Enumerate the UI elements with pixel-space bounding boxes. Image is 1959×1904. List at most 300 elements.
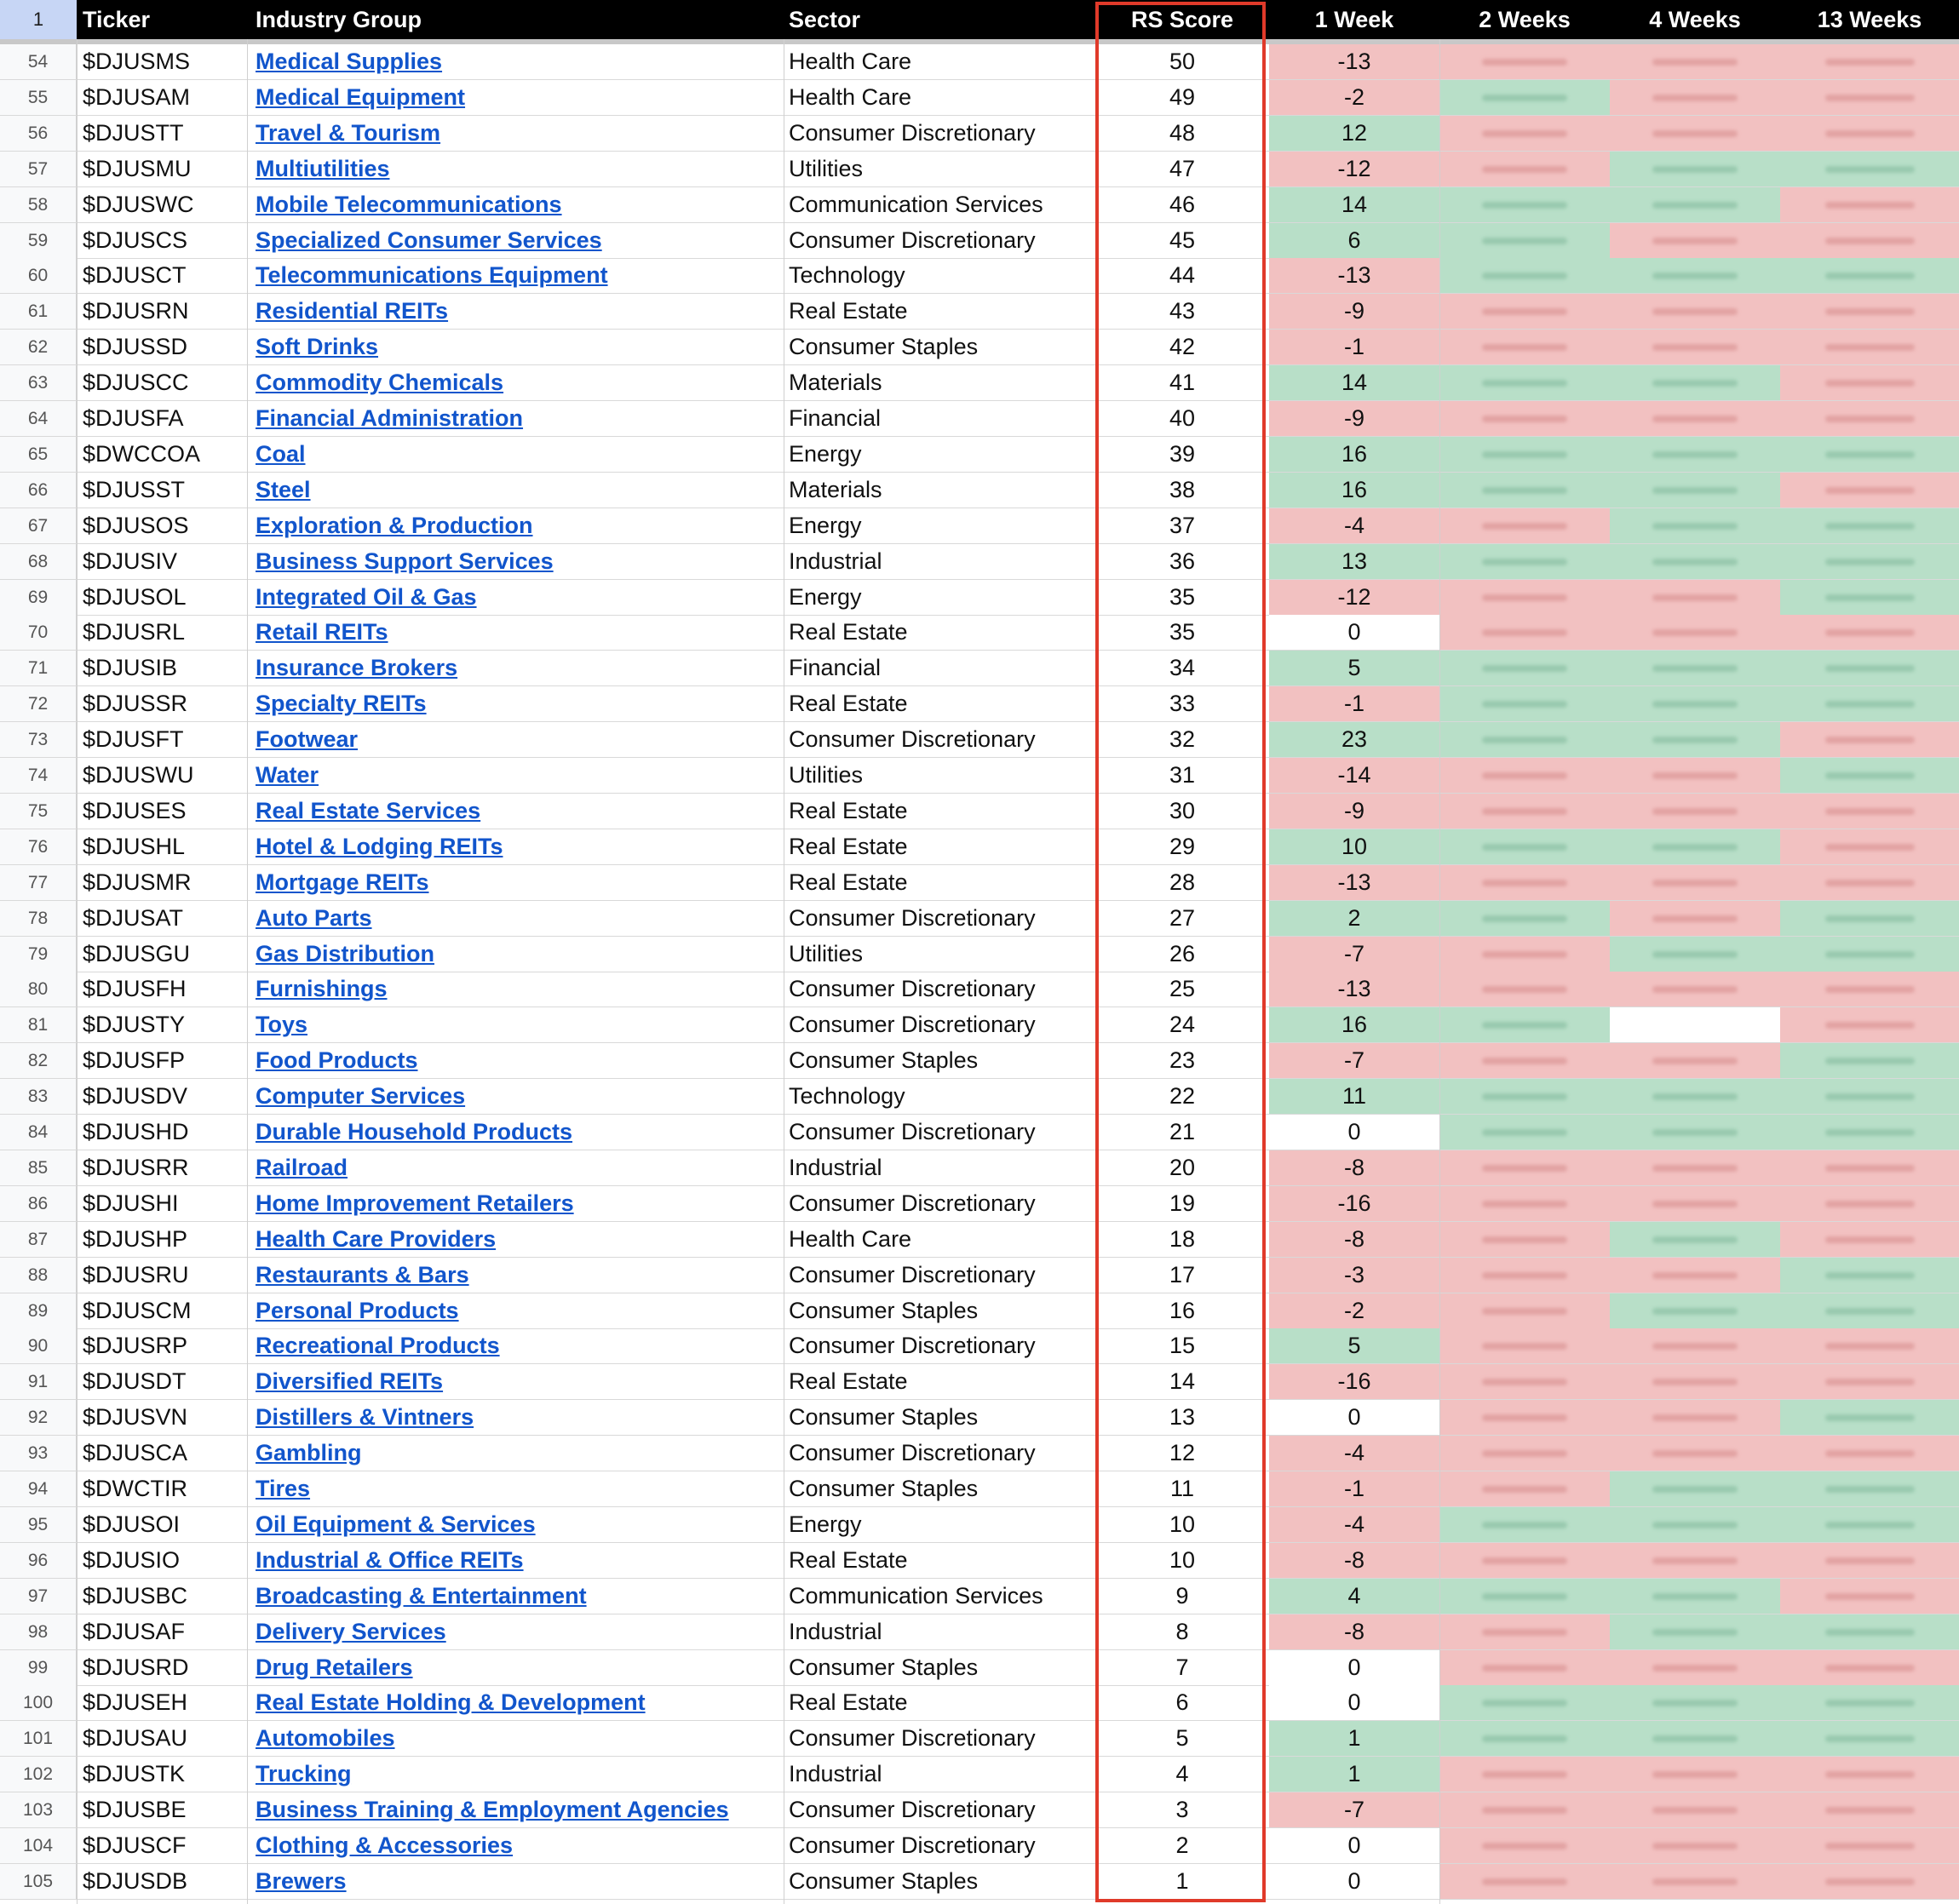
week1-change-cell[interactable]: -7: [1269, 1043, 1439, 1078]
week2-change-cell[interactable]: [1439, 794, 1610, 829]
table-row[interactable]: [0, 1186, 1959, 1222]
ticker-cell[interactable]: $DJUSMU: [83, 155, 192, 181]
rs-score-cell[interactable]: 37: [1169, 512, 1196, 538]
week13-change-cell[interactable]: [1780, 437, 1959, 472]
week2-change-cell[interactable]: [1439, 330, 1610, 364]
week4-change-cell[interactable]: [1610, 294, 1780, 329]
row-number[interactable]: 98: [0, 1614, 77, 1649]
rs-score-cell[interactable]: 12: [1169, 1440, 1196, 1466]
industry-group-cell[interactable]: [256, 116, 775, 151]
rs-score-cell[interactable]: 44: [1169, 262, 1196, 289]
row-number[interactable]: 74: [0, 758, 77, 793]
week4-change-cell[interactable]: [1610, 258, 1780, 293]
sector-cell[interactable]: Utilities: [789, 155, 864, 181]
week1-change-cell[interactable]: 23: [1269, 722, 1439, 757]
week1-change-cell[interactable]: 5: [1269, 1328, 1439, 1363]
week4-change-cell[interactable]: [1610, 365, 1780, 400]
ticker-cell[interactable]: $DJUSTT: [83, 119, 184, 146]
row-number[interactable]: 83: [0, 1079, 77, 1114]
industry-group-link[interactable]: Business Support Services: [256, 548, 554, 574]
week1-change-cell[interactable]: 0: [1269, 1400, 1439, 1435]
industry-group-link[interactable]: Mortgage REITs: [256, 869, 429, 895]
sector-cell[interactable]: Energy: [789, 440, 862, 467]
week1-change-cell[interactable]: -3: [1269, 1258, 1439, 1293]
ticker-cell[interactable]: $DJUSHP: [83, 1225, 188, 1252]
industry-group-link[interactable]: Specialized Consumer Services: [256, 227, 602, 253]
row-number[interactable]: 82: [0, 1043, 77, 1078]
industry-group-cell[interactable]: [256, 1007, 775, 1042]
sector-cell[interactable]: Consumer Staples: [789, 1476, 979, 1501]
industry-group-link[interactable]: Personal Products: [256, 1297, 459, 1323]
rs-score-cell[interactable]: 20: [1169, 1154, 1196, 1180]
week1-change-cell[interactable]: -13: [1269, 972, 1439, 1006]
table-row[interactable]: [0, 1007, 1959, 1043]
sector-cell[interactable]: Industrial: [789, 548, 882, 574]
sector-cell[interactable]: Utilities: [789, 762, 864, 788]
industry-group-cell[interactable]: [256, 223, 775, 258]
sector-cell[interactable]: Communication Services: [789, 191, 1043, 217]
ticker-cell[interactable]: $DJUSHI: [83, 1190, 179, 1216]
table-row[interactable]: [0, 1364, 1959, 1400]
table-row[interactable]: [0, 437, 1959, 473]
week2-change-cell[interactable]: [1439, 937, 1610, 972]
industry-group-cell[interactable]: [256, 1328, 775, 1363]
industry-group-link[interactable]: Diversified REITs: [256, 1368, 444, 1395]
rs-score-cell[interactable]: 32: [1169, 726, 1196, 753]
week4-change-cell[interactable]: [1610, 829, 1780, 864]
row-number[interactable]: 62: [0, 330, 77, 364]
row-number[interactable]: 102: [0, 1757, 77, 1792]
table-row[interactable]: [0, 1828, 1959, 1864]
industry-group-cell[interactable]: [256, 294, 775, 329]
week4-change-cell[interactable]: [1610, 1828, 1780, 1863]
ticker-cell[interactable]: $DJUSRD: [83, 1654, 189, 1680]
week1-change-cell[interactable]: 11: [1269, 1079, 1439, 1114]
row-number[interactable]: 100: [0, 1685, 77, 1720]
week4-change-cell[interactable]: [1610, 1258, 1780, 1293]
week13-change-cell[interactable]: [1780, 580, 1959, 615]
ticker-cell[interactable]: $DJUSAT: [83, 904, 184, 931]
table-row[interactable]: [0, 401, 1959, 437]
week1-change-cell[interactable]: 13: [1269, 544, 1439, 579]
industry-group-link[interactable]: Integrated Oil & Gas: [256, 583, 477, 610]
ticker-cell[interactable]: $DJUSWU: [83, 762, 194, 788]
industry-group-cell[interactable]: [256, 1436, 775, 1471]
table-row[interactable]: [0, 473, 1959, 508]
week13-change-cell[interactable]: [1780, 1222, 1959, 1257]
week2-change-cell[interactable]: [1439, 401, 1610, 436]
industry-group-cell[interactable]: [256, 651, 775, 685]
week2-change-cell[interactable]: [1439, 615, 1610, 650]
week2-change-cell[interactable]: [1439, 1079, 1610, 1114]
week13-change-cell[interactable]: [1780, 1007, 1959, 1042]
week2-change-cell[interactable]: [1439, 1293, 1610, 1328]
industry-group-link[interactable]: Commodity Chemicals: [256, 370, 504, 396]
row-number[interactable]: 103: [0, 1792, 77, 1827]
rs-score-cell[interactable]: 38: [1169, 476, 1196, 502]
table-row[interactable]: [0, 508, 1959, 544]
week1-change-cell[interactable]: 0: [1269, 615, 1439, 650]
week13-change-cell[interactable]: [1780, 901, 1959, 936]
industry-group-cell[interactable]: [256, 152, 775, 186]
row-number[interactable]: 104: [0, 1828, 77, 1863]
rs-score-cell[interactable]: 14: [1169, 1368, 1196, 1395]
week13-change-cell[interactable]: [1780, 1828, 1959, 1863]
week13-change-cell[interactable]: [1780, 937, 1959, 972]
industry-group-cell[interactable]: [256, 615, 775, 650]
rs-score-cell[interactable]: 42: [1169, 334, 1196, 360]
industry-group-cell[interactable]: [256, 1186, 775, 1221]
row-number[interactable]: 76: [0, 829, 77, 864]
week13-change-cell[interactable]: [1780, 1685, 1959, 1720]
week4-change-cell[interactable]: [1610, 794, 1780, 829]
week2-change-cell[interactable]: [1439, 1400, 1610, 1435]
industry-group-cell[interactable]: [256, 258, 775, 293]
week1-change-cell[interactable]: 14: [1269, 365, 1439, 400]
week4-change-cell[interactable]: [1610, 1186, 1780, 1221]
week1-change-cell[interactable]: -8: [1269, 1543, 1439, 1578]
week4-change-cell[interactable]: [1610, 580, 1780, 615]
row-number[interactable]: 89: [0, 1293, 77, 1328]
table-row[interactable]: [0, 1150, 1959, 1186]
rs-score-cell[interactable]: 24: [1169, 1012, 1196, 1038]
rs-score-cell[interactable]: 27: [1169, 904, 1196, 931]
row-number[interactable]: 75: [0, 794, 77, 829]
industry-group-link[interactable]: Brewers: [256, 1867, 347, 1894]
week4-change-cell[interactable]: [1610, 1079, 1780, 1114]
industry-group-link[interactable]: Trucking: [256, 1761, 352, 1787]
week4-change-cell[interactable]: [1610, 1007, 1780, 1042]
row-number[interactable]: 64: [0, 401, 77, 436]
table-row[interactable]: [0, 1222, 1959, 1258]
header-rs-score[interactable]: RS Score: [1130, 7, 1234, 32]
header-ticker[interactable]: Ticker: [83, 7, 151, 32]
rs-score-cell[interactable]: 34: [1169, 655, 1196, 681]
row-number[interactable]: 71: [0, 651, 77, 685]
week13-change-cell[interactable]: [1780, 1614, 1959, 1649]
table-row[interactable]: [0, 758, 1959, 794]
week2-change-cell[interactable]: [1439, 1364, 1610, 1399]
sector-cell[interactable]: Consumer Discretionary: [789, 904, 1036, 931]
industry-group-cell[interactable]: [256, 365, 775, 400]
week4-change-cell[interactable]: [1610, 972, 1780, 1006]
week13-change-cell[interactable]: [1780, 1757, 1959, 1792]
week2-change-cell[interactable]: [1439, 1436, 1610, 1471]
week13-change-cell[interactable]: [1780, 794, 1959, 829]
industry-group-link[interactable]: Recreational Products: [256, 1333, 500, 1359]
week13-change-cell[interactable]: [1780, 1364, 1959, 1399]
industry-group-link[interactable]: Medical Supplies: [256, 49, 443, 74]
week4-change-cell[interactable]: [1610, 865, 1780, 900]
industry-group-cell[interactable]: [256, 1043, 775, 1078]
industry-group-cell[interactable]: [256, 1864, 775, 1899]
ticker-cell[interactable]: $DWCTIR: [83, 1476, 187, 1501]
industry-group-cell[interactable]: [256, 1757, 775, 1792]
week13-change-cell[interactable]: [1780, 1543, 1959, 1578]
sector-cell[interactable]: Health Care: [789, 83, 912, 110]
week4-change-cell[interactable]: [1610, 1579, 1780, 1614]
sector-cell[interactable]: Consumer Staples: [789, 1404, 979, 1431]
week2-change-cell[interactable]: [1439, 686, 1610, 721]
week2-change-cell[interactable]: [1439, 258, 1610, 293]
industry-group-cell[interactable]: [256, 1364, 775, 1399]
rs-score-cell[interactable]: 3: [1175, 1797, 1189, 1823]
industry-group-cell[interactable]: [256, 901, 775, 936]
ticker-cell[interactable]: $DJUSFT: [83, 726, 184, 753]
week2-change-cell[interactable]: [1439, 865, 1610, 900]
sector-cell[interactable]: Consumer Discretionary: [789, 976, 1036, 1002]
week4-change-cell[interactable]: [1610, 152, 1780, 186]
week2-change-cell[interactable]: [1439, 473, 1610, 508]
week13-change-cell[interactable]: [1780, 152, 1959, 186]
week4-change-cell[interactable]: [1610, 901, 1780, 936]
week4-change-cell[interactable]: [1610, 1150, 1780, 1185]
ticker-cell[interactable]: $DJUSEH: [83, 1689, 188, 1716]
industry-group-cell[interactable]: [256, 437, 775, 472]
ticker-cell[interactable]: $DJUSIV: [83, 548, 178, 574]
week1-change-cell[interactable]: -13: [1269, 44, 1439, 79]
week1-change-cell[interactable]: -8: [1269, 1222, 1439, 1257]
ticker-cell[interactable]: $DJUSCT: [83, 262, 187, 289]
sector-cell[interactable]: Real Estate: [789, 1689, 908, 1716]
sector-cell[interactable]: Consumer Discretionary: [789, 119, 1036, 146]
week2-change-cell[interactable]: [1439, 1614, 1610, 1649]
week1-change-cell[interactable]: 12: [1269, 116, 1439, 151]
rs-score-cell[interactable]: 18: [1169, 1225, 1196, 1252]
rs-score-cell[interactable]: 31: [1169, 762, 1196, 788]
week2-change-cell[interactable]: [1439, 580, 1610, 615]
week13-change-cell[interactable]: [1780, 544, 1959, 579]
header-4-weeks[interactable]: 4 Weeks: [1649, 7, 1741, 32]
sector-cell[interactable]: Real Estate: [789, 619, 908, 645]
ticker-cell[interactable]: $DJUSRR: [83, 1154, 189, 1180]
week4-change-cell[interactable]: [1610, 722, 1780, 757]
ticker-cell[interactable]: $DJUSCA: [83, 1440, 188, 1466]
week4-change-cell[interactable]: [1610, 651, 1780, 685]
week13-change-cell[interactable]: [1780, 1400, 1959, 1435]
week13-change-cell[interactable]: [1780, 365, 1959, 400]
industry-group-cell[interactable]: [256, 1792, 775, 1827]
week4-change-cell[interactable]: [1610, 937, 1780, 972]
ticker-cell[interactable]: $DJUSBE: [83, 1797, 187, 1823]
rs-score-cell[interactable]: 9: [1175, 1582, 1189, 1609]
week1-change-cell[interactable]: -9: [1269, 401, 1439, 436]
industry-group-cell[interactable]: [256, 722, 775, 757]
industry-group-link[interactable]: Oil Equipment & Services: [256, 1511, 536, 1537]
table-row[interactable]: [0, 651, 1959, 686]
rs-score-cell[interactable]: 29: [1169, 833, 1196, 859]
rs-score-cell[interactable]: 48: [1169, 119, 1196, 146]
industry-group-link[interactable]: Industrial & Office REITs: [256, 1546, 524, 1573]
week1-change-cell[interactable]: -7: [1269, 1792, 1439, 1827]
industry-group-link[interactable]: Specialty REITs: [256, 691, 427, 717]
row-number[interactable]: 101: [0, 1721, 77, 1756]
week2-change-cell[interactable]: [1439, 829, 1610, 864]
ticker-cell[interactable]: $DJUSRL: [83, 619, 186, 645]
row-number[interactable]: 77: [0, 865, 77, 900]
week1-change-cell[interactable]: -14: [1269, 758, 1439, 793]
industry-group-link[interactable]: Insurance Brokers: [256, 655, 458, 681]
week2-change-cell[interactable]: [1439, 1757, 1610, 1792]
week2-change-cell[interactable]: [1439, 1186, 1610, 1221]
rs-score-cell[interactable]: 46: [1169, 191, 1196, 217]
industry-group-link[interactable]: Gambling: [256, 1440, 362, 1466]
week2-change-cell[interactable]: [1439, 116, 1610, 151]
header-industry-group[interactable]: Industry Group: [256, 7, 422, 32]
industry-group-link[interactable]: Gas Distribution: [256, 940, 435, 966]
rs-score-cell[interactable]: 13: [1169, 1404, 1196, 1431]
industry-group-link[interactable]: Broadcasting & Entertainment: [256, 1582, 587, 1609]
week2-change-cell[interactable]: [1439, 651, 1610, 685]
sector-cell[interactable]: Industrial: [789, 1618, 882, 1644]
week2-change-cell[interactable]: [1439, 1115, 1610, 1150]
industry-group-link[interactable]: Home Improvement Retailers: [256, 1190, 574, 1216]
ticker-cell[interactable]: $DJUSFA: [83, 405, 184, 431]
week1-change-cell[interactable]: -8: [1269, 1614, 1439, 1649]
week2-change-cell[interactable]: [1439, 1721, 1610, 1756]
ticker-cell[interactable]: $DJUSHL: [83, 833, 186, 859]
sector-cell[interactable]: Financial: [789, 655, 882, 681]
week13-change-cell[interactable]: [1780, 1150, 1959, 1185]
industry-group-link[interactable]: Steel: [256, 476, 311, 502]
sector-cell[interactable]: Financial: [789, 405, 882, 431]
row-number[interactable]: 96: [0, 1543, 77, 1578]
ticker-cell[interactable]: $DJUSRU: [83, 1261, 189, 1287]
sector-cell[interactable]: Consumer Discretionary: [789, 1119, 1036, 1144]
sector-cell[interactable]: Consumer Discretionary: [789, 227, 1036, 253]
industry-group-cell[interactable]: [256, 44, 775, 79]
week4-change-cell[interactable]: [1610, 544, 1780, 579]
table-row[interactable]: [0, 829, 1959, 865]
table-row[interactable]: [0, 1579, 1959, 1614]
week2-change-cell[interactable]: [1439, 1507, 1610, 1542]
rs-score-cell[interactable]: 26: [1169, 940, 1196, 966]
week13-change-cell[interactable]: [1780, 294, 1959, 329]
week1-change-cell[interactable]: -4: [1269, 1507, 1439, 1542]
row-number[interactable]: 85: [0, 1150, 77, 1185]
industry-group-cell[interactable]: [256, 794, 775, 829]
industry-group-cell[interactable]: [256, 1471, 775, 1506]
week1-change-cell[interactable]: -8: [1269, 1150, 1439, 1185]
table-row[interactable]: [0, 1792, 1959, 1828]
rs-score-cell[interactable]: 35: [1169, 619, 1196, 645]
row-number[interactable]: 88: [0, 1258, 77, 1293]
ticker-cell[interactable]: $DJUSCC: [83, 370, 189, 396]
week13-change-cell[interactable]: [1780, 758, 1959, 793]
table-row[interactable]: [0, 1864, 1959, 1900]
rs-score-cell[interactable]: 40: [1169, 405, 1196, 431]
industry-group-cell[interactable]: [256, 544, 775, 579]
industry-group-link[interactable]: Drug Retailers: [256, 1654, 413, 1680]
week4-change-cell[interactable]: [1610, 1864, 1780, 1899]
week4-change-cell[interactable]: [1610, 1222, 1780, 1257]
ticker-cell[interactable]: $DJUSDT: [83, 1368, 187, 1395]
table-row[interactable]: [0, 1650, 1959, 1686]
week1-change-cell[interactable]: -12: [1269, 580, 1439, 615]
week4-change-cell[interactable]: [1610, 1614, 1780, 1649]
week13-change-cell[interactable]: [1780, 1721, 1959, 1756]
rs-score-cell[interactable]: 21: [1169, 1119, 1196, 1144]
week13-change-cell[interactable]: [1780, 187, 1959, 222]
industry-group-link[interactable]: Food Products: [256, 1047, 418, 1074]
table-row[interactable]: [0, 1293, 1959, 1329]
week1-change-cell[interactable]: -16: [1269, 1364, 1439, 1399]
header-sector[interactable]: Sector: [789, 7, 861, 32]
week13-change-cell[interactable]: [1780, 972, 1959, 1006]
week13-change-cell[interactable]: [1780, 116, 1959, 151]
week1-change-cell[interactable]: -2: [1269, 1293, 1439, 1328]
week4-change-cell[interactable]: [1610, 116, 1780, 151]
ticker-cell[interactable]: $DJUSDV: [83, 1083, 188, 1110]
row-number[interactable]: 68: [0, 544, 77, 579]
sector-cell[interactable]: Energy: [789, 512, 862, 538]
week13-change-cell[interactable]: [1780, 829, 1959, 864]
sector-cell[interactable]: Health Care: [789, 1225, 912, 1252]
week4-change-cell[interactable]: [1610, 1543, 1780, 1578]
week4-change-cell[interactable]: [1610, 1757, 1780, 1792]
industry-group-cell[interactable]: [256, 1222, 775, 1257]
rs-score-cell[interactable]: 1: [1175, 1867, 1189, 1894]
ticker-cell[interactable]: $DJUSCF: [83, 1832, 187, 1858]
week1-change-cell[interactable]: 1: [1269, 1721, 1439, 1756]
industry-group-link[interactable]: Financial Administration: [256, 405, 524, 431]
header-2-weeks[interactable]: 2 Weeks: [1479, 7, 1571, 32]
week2-change-cell[interactable]: [1439, 1828, 1610, 1863]
row-number[interactable]: 66: [0, 473, 77, 508]
row-number[interactable]: 99: [0, 1650, 77, 1685]
ticker-cell[interactable]: $DJUSRP: [83, 1333, 188, 1359]
ticker-cell[interactable]: $DWCCOA: [83, 440, 201, 467]
week1-change-cell[interactable]: -12: [1269, 152, 1439, 186]
sector-cell[interactable]: Materials: [789, 476, 882, 502]
row-number[interactable]: 95: [0, 1507, 77, 1542]
week2-change-cell[interactable]: [1439, 1864, 1610, 1899]
industry-group-link[interactable]: Restaurants & Bars: [256, 1261, 469, 1287]
industry-group-cell[interactable]: [256, 1650, 775, 1685]
table-row[interactable]: [0, 615, 1959, 651]
industry-group-link[interactable]: Water: [256, 762, 319, 788]
ticker-cell[interactable]: $DJUSTK: [83, 1761, 186, 1787]
rs-score-cell[interactable]: 47: [1169, 155, 1196, 181]
industry-group-link[interactable]: Tires: [256, 1476, 311, 1501]
industry-group-cell[interactable]: [256, 1115, 775, 1150]
rs-score-cell[interactable]: 49: [1169, 83, 1196, 110]
week2-change-cell[interactable]: [1439, 1328, 1610, 1363]
industry-group-cell[interactable]: [256, 1293, 775, 1328]
week1-change-cell[interactable]: -16: [1269, 1186, 1439, 1221]
rs-score-cell[interactable]: 5: [1175, 1725, 1189, 1752]
week1-change-cell[interactable]: -1: [1269, 686, 1439, 721]
rs-score-cell[interactable]: 25: [1169, 976, 1196, 1002]
rs-score-cell[interactable]: 10: [1169, 1546, 1196, 1573]
week13-change-cell[interactable]: [1780, 80, 1959, 115]
ticker-cell[interactable]: $DJUSIB: [83, 655, 178, 681]
sector-cell[interactable]: Real Estate: [789, 833, 908, 859]
week1-change-cell[interactable]: 4: [1269, 1579, 1439, 1614]
ticker-cell[interactable]: $DJUSIO: [83, 1546, 181, 1573]
week4-change-cell[interactable]: [1610, 1293, 1780, 1328]
row-number[interactable]: 54: [0, 44, 77, 79]
table-row[interactable]: [0, 794, 1959, 829]
ticker-cell[interactable]: $DJUSBC: [83, 1582, 188, 1609]
sector-cell[interactable]: Health Care: [789, 49, 912, 74]
week2-change-cell[interactable]: [1439, 1543, 1610, 1578]
week2-change-cell[interactable]: [1439, 1150, 1610, 1185]
sector-cell[interactable]: Consumer Staples: [789, 1867, 979, 1894]
week13-change-cell[interactable]: [1780, 1043, 1959, 1078]
ticker-cell[interactable]: $DJUSMR: [83, 869, 192, 895]
week4-change-cell[interactable]: [1610, 401, 1780, 436]
